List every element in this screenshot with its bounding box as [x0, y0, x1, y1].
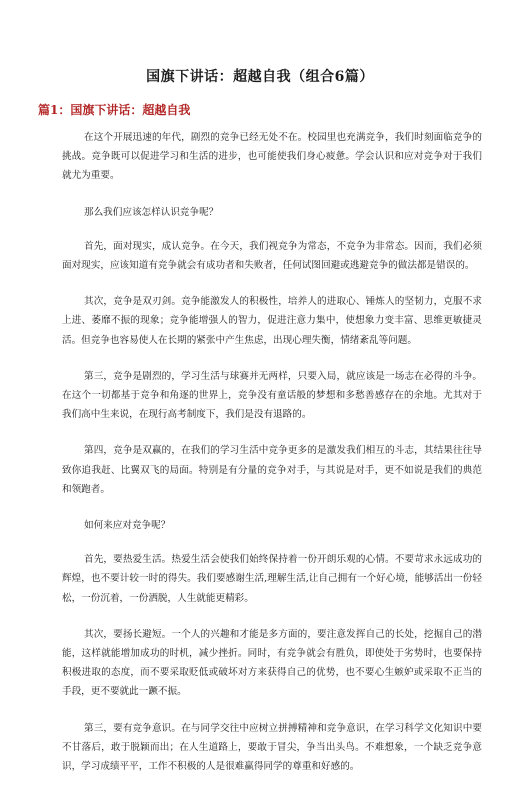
paragraph: 在这个开展迅速的年代，剧烈的竞争已经无处不在。校园里也充满竞争，我们时刻面临竞争的挑战。竞争既可以促进学习和生活的进步，也可能使我们身心疲惫。学会认识和应对竞争对于我们就尤为重要。: [62, 132, 482, 182]
paragraph: 首先，面对现实，成认竞争。在今天，我们视竞争为常态，不竞争为非常态。因而，我们必须面对现实，应该知道有竞争就会有成功者和失败者，任何试图回避或逃避竞争的做法都是错误的。: [62, 240, 482, 272]
paragraph: 其次，竞争是双刃剑。竞争能激发人的积极性，培养人的进取心、锤炼人的坚韧力，克服不求上进、萎靡不振的现象；竞争能增强人的智力，促进注意力集中，使想象力变丰富、思维更敏捷灵活。但竞争也容易使人在长期的紧张中产生焦虑，出现心理失衡，情绪紊乱等问题。: [62, 296, 482, 346]
paragraph-question: 那么我们应该怎样认识竞争呢？: [84, 206, 219, 218]
document-title: 国旗下讲话：超越自我（组合6篇）: [146, 69, 374, 85]
paragraph: 第三，要有竞争意识。在与同学交往中应树立拼搏精神和竞争意识，在学习科学文化知识中要不甘落后，敢于脱颖而出；在人生道路上，要敢于冒尖，争当出头鸟。不难想象，一个缺乏竞争意识，学习成绩平平，工作不积极的人是很难赢得同学的尊重和好感的。: [62, 722, 482, 773]
paragraph: 第四，竞争是双赢的，在我们的学习生活中竞争更多的是激发我们相互的斗志，其结果往往导致你追我赶、比翼双飞的局面。特别是有分量的竞争对手，与其说是对手，更不如说是我们的典范和领跑者。: [62, 445, 482, 495]
paragraph-question: 如何来应对竞争呢？: [84, 520, 171, 532]
paragraph: 其次，要扬长避短。一个人的兴趣和才能是多方面的，要注意发挥自己的长处，挖掘自己的潜能，这样就能增加成功的时机，减少挫折。同时，有竞争就会有胜负，即使处于劣势时，也要保持积极进取的态度，而不要采取贬低或破坏对方来获得自己的优势，也不要心生嫉妒或采取不正当的手段，更不要就此一蹶不振。: [62, 628, 482, 698]
paragraph: 首先，要热爱生活。热爱生活会使我们始终保持着一份开朗乐观的心情。不要苛求永远成功的辉煌，也不要计较一时的得失。我们要感谢生活,理解生活,让自己拥有一个好心境，能够活出一份轻松，一份沉着，一份洒脱，人生就能更精彩。: [62, 554, 482, 604]
document-body: [62, 128, 482, 793]
paragraph: 第三，竞争是剧烈的，学习生活与球赛并无两样，只要入局，就应该是一场志在必得的斗争。在这个一切都基于竞争和角逐的世界上，竞争没有童话般的梦想和多愁善感存在的余地。尤其对于我们高中生来说，在现行高考制度下，我们是没有退路的。: [62, 370, 482, 421]
section-heading: 篇1：国旗下讲话：超越自我: [38, 103, 191, 117]
